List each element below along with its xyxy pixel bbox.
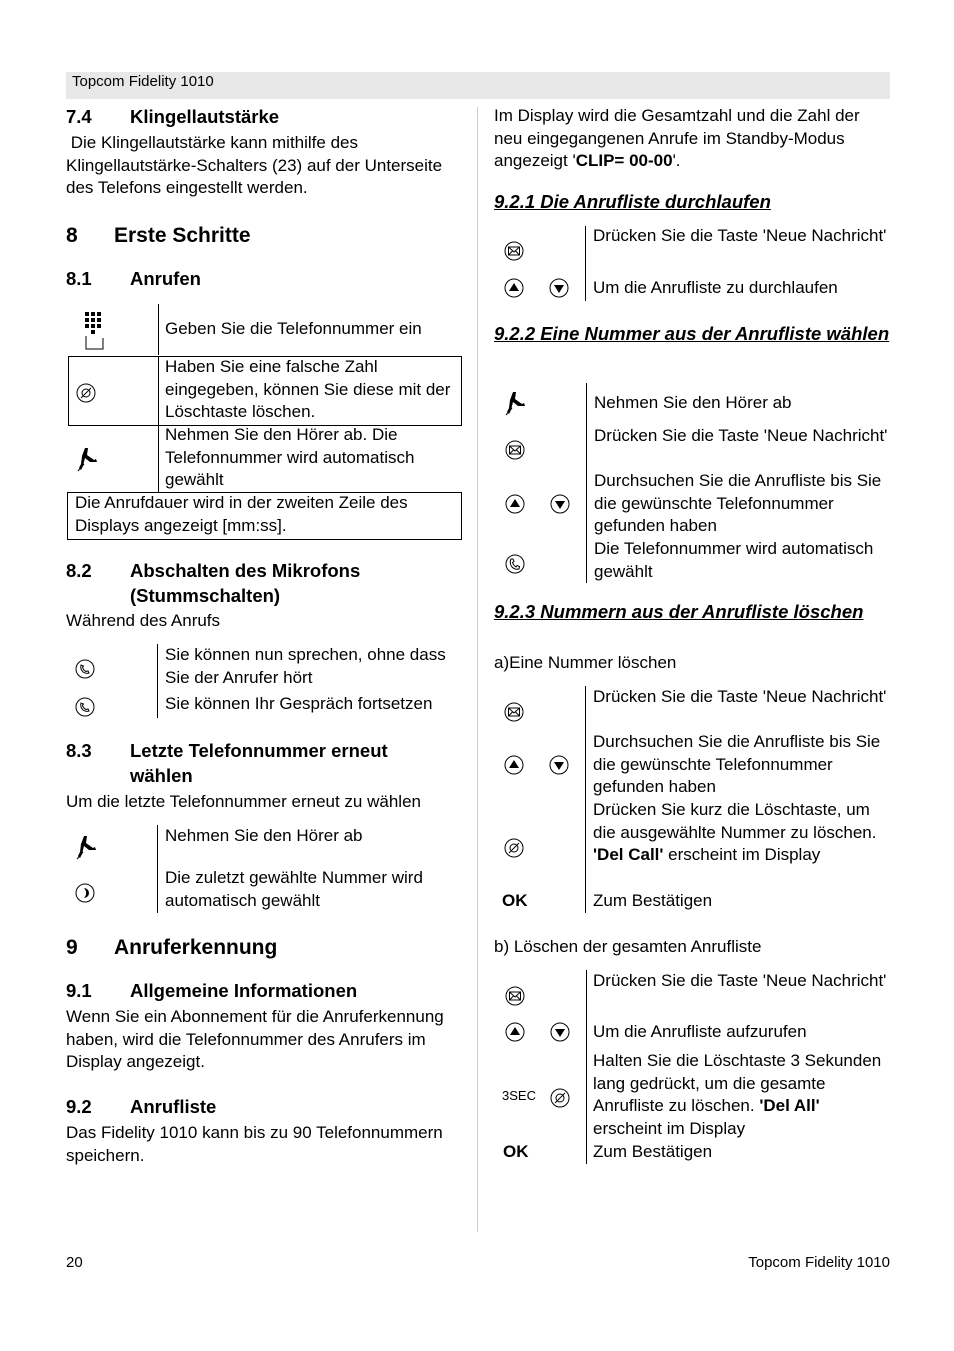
message-key-icon [505, 440, 525, 460]
table-cell: Drücken Sie die Taste 'Neue Nachricht' [593, 971, 887, 990]
column-divider [477, 107, 478, 1232]
table-cell: Geben Sie die Telefonnummer ein [165, 319, 422, 338]
mute-key-icon [75, 697, 95, 717]
table-cell: Die Telefonnummer wird automatisch gewählt [594, 539, 874, 581]
table-divider [158, 304, 159, 355]
table-cell: Nehmen Sie den Hörer ab [165, 826, 363, 845]
paragraph-9-2: Das Fidelity 1010 kann bis zu 90 Telefonnummern speichern. [66, 1123, 443, 1165]
handset-up-icon [504, 390, 526, 416]
arrow-down-key-icon [550, 494, 570, 514]
table-divider [586, 383, 587, 583]
arrow-up-key-icon [505, 1022, 525, 1042]
heading-9: 9 Anruferkennung [66, 936, 278, 959]
heading-9-2-1: 9.2.1 Die Anrufliste durchlaufen [494, 191, 771, 212]
arrow-down-key-icon [550, 1022, 570, 1042]
message-key-icon [505, 986, 525, 1006]
table-divider [157, 644, 158, 718]
paragraph-display-info: Im Display wird die Gesamtzahl und die Zahl der neu eingegangenen Anrufe im Standby-Modus angezeigt 'CLIP= 00-00'. [494, 106, 860, 170]
table-divider [158, 356, 159, 426]
redial-key-icon [75, 883, 95, 903]
heading-7-4: 7.4 Klingellautstärke [66, 106, 280, 127]
paragraph-7-4: Die Klingellautstärke kann mithilfe des Klingellautstärke-Schalters (23) auf der Unterseite des Telefons eingestellt werden. [66, 133, 447, 197]
delete-key-icon [550, 1088, 570, 1108]
table-cell: Um die Anrufliste aufzurufen [593, 1022, 807, 1041]
table-cell: Um die Anrufliste zu durchlaufen [593, 278, 838, 297]
table-cell: Drücken Sie kurz die Löschtaste, um die ausgewählte Nummer zu löschen. 'Del Call' erscheint im Display [593, 800, 877, 864]
table-cell: Durchsuchen Sie die Anrufliste bis Sie die gewünschte Telefonnummer gefunden haben [593, 732, 881, 796]
heading-9-2: 9.2 Anrufliste [66, 1096, 217, 1117]
paragraph-8-2: Während des Anrufs [66, 611, 221, 630]
ok-key-label: OK [502, 891, 528, 910]
table-divider [157, 825, 158, 913]
heading-8: 8 Erste Schritte [66, 224, 251, 247]
table-cell: Zum Bestätigen [593, 1142, 713, 1161]
delete-key-icon [76, 383, 96, 403]
table-cell: Halten Sie die Löschtaste 3 Sekunden lang gedrückt, um die gesamte Anrufliste zu löschen. 'Del All' erscheint im Display [593, 1051, 882, 1138]
subheading-b: b) Löschen der gesamten Anrufliste [494, 937, 762, 956]
subheading-a: a)Eine Nummer löschen [494, 653, 677, 672]
table-divider [586, 970, 587, 1164]
heading-8-1: 8.1 Anrufen [66, 268, 201, 289]
heading-9-2-3: 9.2.3 Nummern aus der Anrufliste löschen [494, 601, 864, 622]
table-cell: Drücken Sie die Taste 'Neue Nachricht' [593, 226, 887, 245]
arrow-up-key-icon [505, 494, 525, 514]
handset-up-icon [75, 834, 97, 860]
keypad-icon [84, 311, 106, 353]
table-cell: Zum Bestätigen [593, 891, 713, 910]
table-cell: Drücken Sie die Taste 'Neue Nachricht' [593, 687, 887, 706]
footer-title: Topcom Fidelity 1010 [748, 1254, 890, 1271]
paragraph-8-3: Um die letzte Telefonnummer erneut zu wählen [66, 792, 421, 811]
three-seconds-label: 3SEC [502, 1088, 536, 1103]
handset-up-icon [76, 446, 98, 472]
mute-key-icon [75, 659, 95, 679]
table-divider [158, 426, 159, 492]
table-cell: Haben Sie eine falsche Zahl eingegeben, können Sie diese mit der Löschtaste löschen. [165, 357, 451, 421]
heading-8-2: 8.2 Abschalten des Mikrofons (Stummschalten) [66, 560, 361, 606]
table-cell: Durchsuchen Sie die Anrufliste bis Sie die gewünschte Telefonnummer gefunden haben [594, 471, 882, 535]
arrow-down-key-icon [549, 278, 569, 298]
paragraph-9-1: Wenn Sie ein Abonnement für die Anruferkennung haben, wird die Telefonnummer des Anrufers im Display angezeigt. [66, 1007, 444, 1071]
message-key-icon [504, 241, 524, 261]
heading-9-1: 9.1 Allgemeine Informationen [66, 980, 358, 1001]
call-key-icon [505, 554, 525, 574]
arrow-up-key-icon [504, 278, 524, 298]
arrow-up-key-icon [504, 755, 524, 775]
delete-key-icon [504, 838, 524, 858]
message-key-icon [504, 702, 524, 722]
table-cell: Sie können Ihr Gespräch fortsetzen [165, 694, 433, 713]
arrow-down-key-icon [549, 755, 569, 775]
note-text: Die Anrufdauer wird in der zweiten Zeile des Displays angezeigt [mm:ss]. [75, 493, 408, 535]
heading-9-2-2: 9.2.2 Eine Nummer aus der Anrufliste wählen [494, 323, 890, 344]
table-cell: Drücken Sie die Taste 'Neue Nachricht' [594, 426, 888, 445]
ok-key-label: OK [503, 1142, 529, 1161]
heading-8-3: 8.3 Letzte Telefonnummer erneut wählen [66, 740, 388, 786]
table-cell: Sie können nun sprechen, ohne dass Sie der Anrufer hört [165, 645, 446, 687]
header-title: Topcom Fidelity 1010 [72, 73, 214, 90]
table-cell: Nehmen Sie den Hörer ab [594, 393, 792, 412]
table-cell: Nehmen Sie den Hörer ab. Die Telefonnummer wird automatisch gewählt [165, 425, 415, 489]
page-number: 20 [66, 1254, 83, 1271]
table-divider [585, 226, 586, 301]
page-header [66, 72, 890, 99]
table-cell: Die zuletzt gewählte Nummer wird automatisch gewählt [165, 868, 423, 910]
table-divider [585, 686, 586, 913]
